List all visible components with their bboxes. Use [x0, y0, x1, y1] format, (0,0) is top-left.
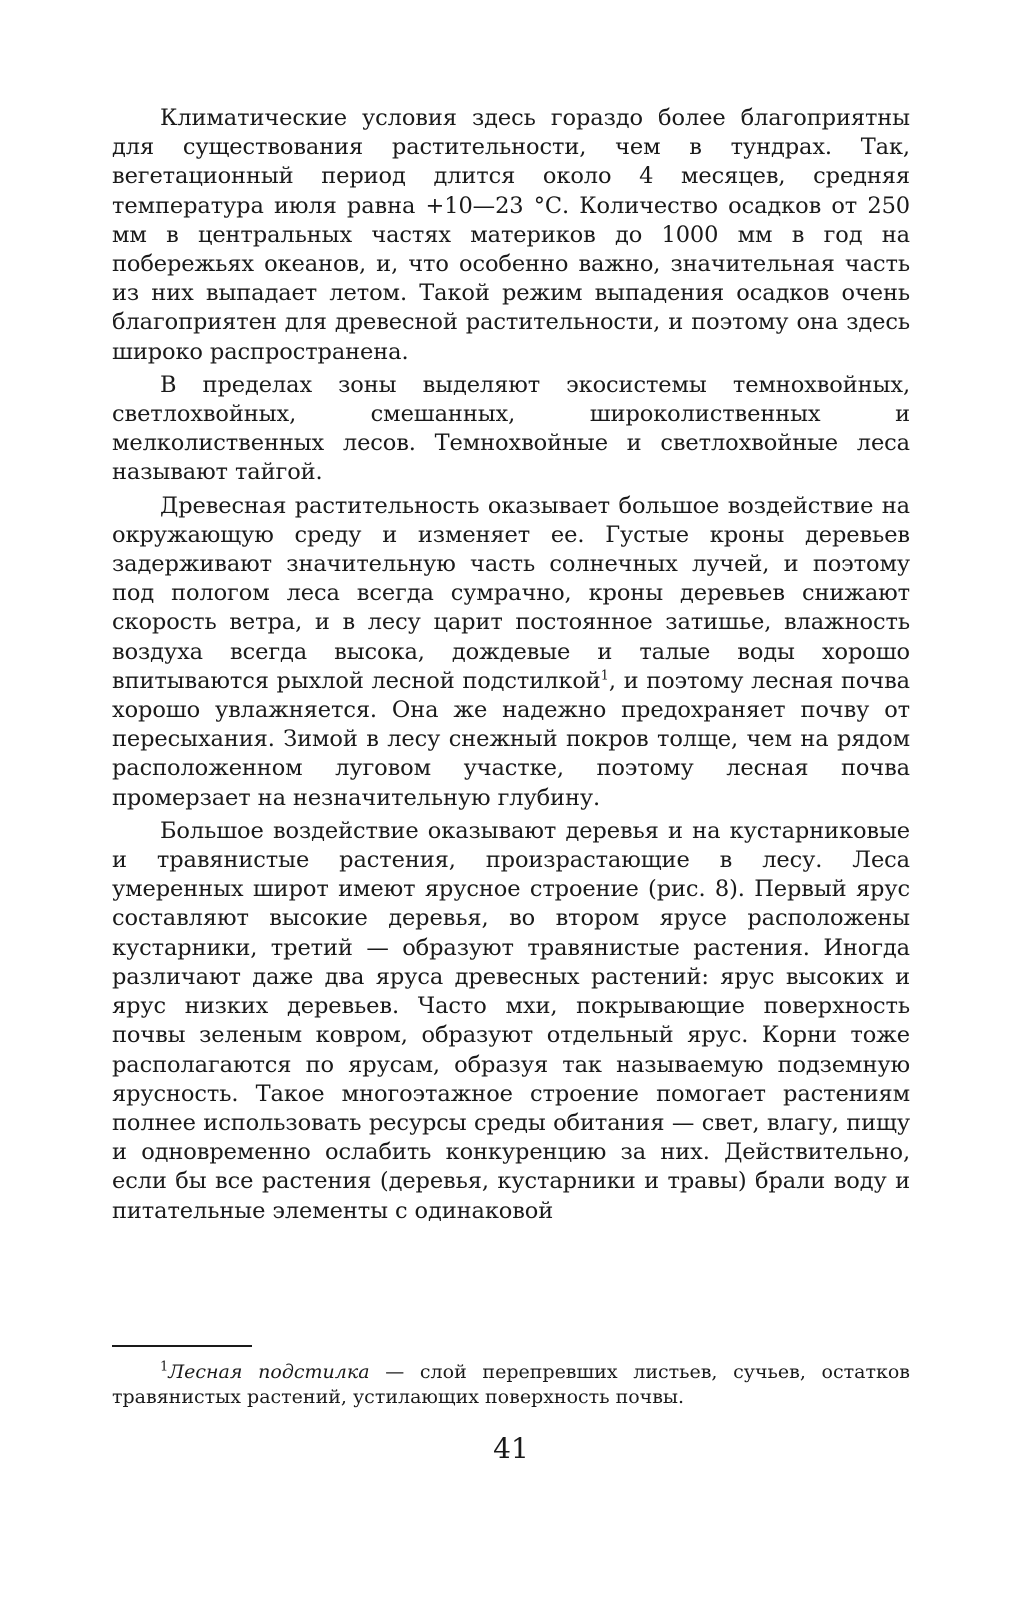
footnote-reference-mark: 1	[600, 668, 609, 684]
footnote-mark: 1	[160, 1359, 169, 1375]
footnote-divider	[112, 1345, 252, 1347]
paragraph-forest-types: В пределах зоны выделяют экосистемы темнохвойных, светлохвойных, смешанных, широколиственных и мелколиственных лесов. Темнохвойные и светлохвойные леса называют тайгой.	[112, 371, 910, 486]
footnote-term: Лесная подстилка	[168, 1361, 370, 1383]
paragraph-forest-influence	[112, 492, 910, 813]
paragraph-text-before-footnote: Древесная растительность оказывает большое воздействие на окружающую среду и изменяет ее. Густые кроны деревьев задерживают значительную часть солнечных лучей, и поэтому под пологом леса всегда сумрачно, кроны деревьев снижают скорость ветра, и в лесу царит постоянное затишье, влажность воздуха всегда высока, дождевые и талые воды хорошо впитываются рыхлой лесной подстилкой	[112, 492, 910, 694]
paragraph-text-after-footnote: , и поэтому лесная почва хорошо увлажняется. Она же надежно предохраняет почву от пересыхания. Зимой в лесу снежный покров толще, чем на рядом расположенном луговом участке, поэтому лесная почва промерзает на незначительную глубину.	[112, 667, 910, 811]
paragraph-layered-structure: Большое воздействие оказывают деревья и на кустарниковые и травянистые растения, произрастающие в лесу. Леса умеренных широт имеют ярусное строение (рис. 8). Первый ярус составляют высокие деревья, во втором ярусе расположены кустарники, третий — образуют травянистые растения. Иногда различают даже два яруса древесных растений: ярус высоких и ярус низких деревьев. Часто мхи, покрывающие поверхность почвы зеленым ковром, образуют отдельный ярус. Корни тоже располагаются по ярусам, образуя так называемую подземную ярусность. Такое многоэтажное строение помогает растениям полнее использовать ресурсы среды обитания — свет, влагу, пищу и одновременно ослабить конкуренцию за них. Действительно, если бы все растения (деревья, кустарники и травы) брали воду и питательные элементы с одинаковой	[112, 817, 910, 1224]
paragraph-climate: Климатические условия здесь гораздо более благоприятны для существования растительности, чем в тундрах. Так, вегетационный период длится около 4 месяцев, средняя температура июля равна +10—23 °С. Количество осадков от 250 мм в центральных частях материков до 1000 мм в год на побережьях океанов, и, что особенно важно, значительная часть из них выпадает летом. Такой режим выпадения осадков очень благоприятен для древесной растительности, и поэтому она здесь широко распространена.	[112, 105, 910, 365]
footnote	[112, 1360, 910, 1410]
page-body	[112, 104, 910, 1230]
footnote-text: — слой перепревших листьев, сучьев, остатков травянистых растений, устилающих поверхность почвы.	[112, 1361, 910, 1408]
page-number: 41	[493, 1432, 529, 1465]
